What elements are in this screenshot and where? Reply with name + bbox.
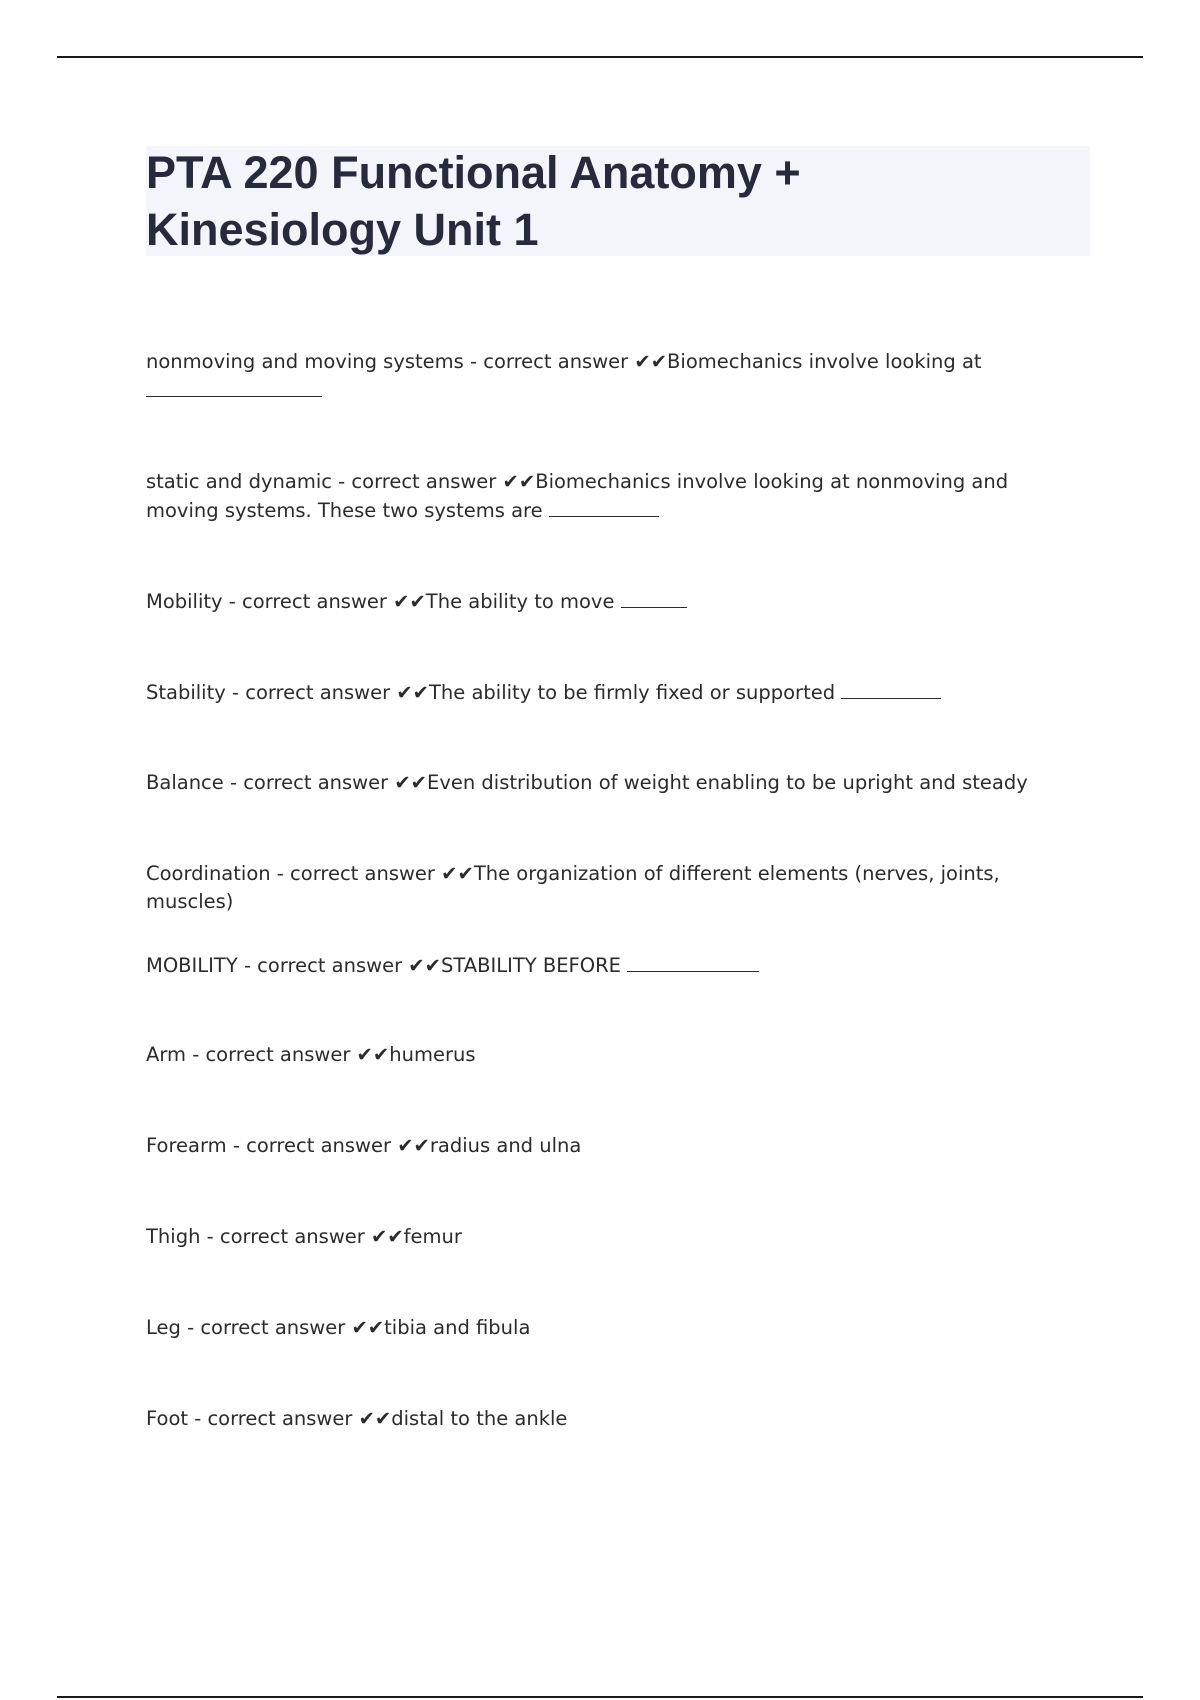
entry-separator: - correct answer ✔✔ [463,350,668,373]
entry-term: Thigh [146,1225,201,1248]
answer-blank [146,376,322,397]
entry-term: Stability [146,681,226,704]
entry-definition: STABILITY BEFORE [440,954,621,977]
entry-separator: - correct answer ✔✔ [226,1134,430,1157]
entry-term: nonmoving and moving systems [146,350,464,373]
page-title: PTA 220 Functional Anatomy + Kinesiology Unit 1 [146,147,801,255]
entry-term: static and dynamic [146,470,332,493]
entry-separator: - correct answer ✔✔ [186,1043,390,1066]
entry-separator: - correct answer ✔✔ [188,1407,392,1430]
list-item [146,1314,1046,1342]
entry-term: Foot [146,1407,189,1430]
entry-definition: tibia and fibula [384,1316,531,1339]
entry-definition: Even distribution of weight enabling to be upright and steady [427,771,1028,794]
entry-separator: - correct answer ✔✔ [270,862,474,885]
entry-definition: Biomechanics involve looking at [667,350,982,373]
entry-definition: The ability to be firmly fixed or supported [429,681,836,704]
entry-separator: - correct answer ✔✔ [225,681,430,704]
entry-term: Arm [146,1043,187,1066]
entry-term: Balance [146,771,224,794]
bottom-rule [57,1696,1143,1698]
answer-blank [841,678,941,699]
list-item [146,1405,1046,1433]
entry-separator: - correct answer ✔✔ [222,590,426,613]
list-item [146,1132,1046,1160]
answer-blank [627,951,759,972]
list-item [146,678,1046,707]
entry-definition: The ability to move [425,590,615,613]
entry-term: Forearm [146,1134,227,1157]
answer-blank [621,587,687,608]
entry-separator: - correct answer ✔✔ [200,1225,404,1248]
entry-definition: humerus [389,1043,476,1066]
entry-separator: - correct answer ✔✔ [180,1316,385,1339]
entry-definition: distal to the ankle [391,1407,568,1430]
entry-separator: - correct answer ✔✔ [331,470,536,493]
entry-definition: femur [403,1225,462,1248]
entry-definition: The organization of different elements (nerves, joints, muscles) [146,862,1000,913]
list-item [146,1041,1046,1069]
entry-separator: - correct answer ✔✔ [237,954,441,977]
entry-term: Leg [146,1316,181,1339]
entry-term: Mobility [146,590,223,613]
list-item [146,348,1046,405]
list-item [146,860,1046,916]
list-item [146,951,1046,980]
top-rule [57,56,1143,58]
entry-definition: Biomechanics involve looking at nonmoving and moving systems. These two systems are [146,470,1009,522]
answer-blank [549,496,659,517]
list-item [146,1223,1046,1251]
list-item [146,769,1046,797]
entry-definition: radius and ulna [429,1134,582,1157]
entry-separator: - correct answer ✔✔ [223,771,427,794]
list-item [146,587,1046,616]
list-item [146,468,1046,525]
entry-term: MOBILITY [146,954,238,977]
entry-term: Coordination [146,862,271,885]
